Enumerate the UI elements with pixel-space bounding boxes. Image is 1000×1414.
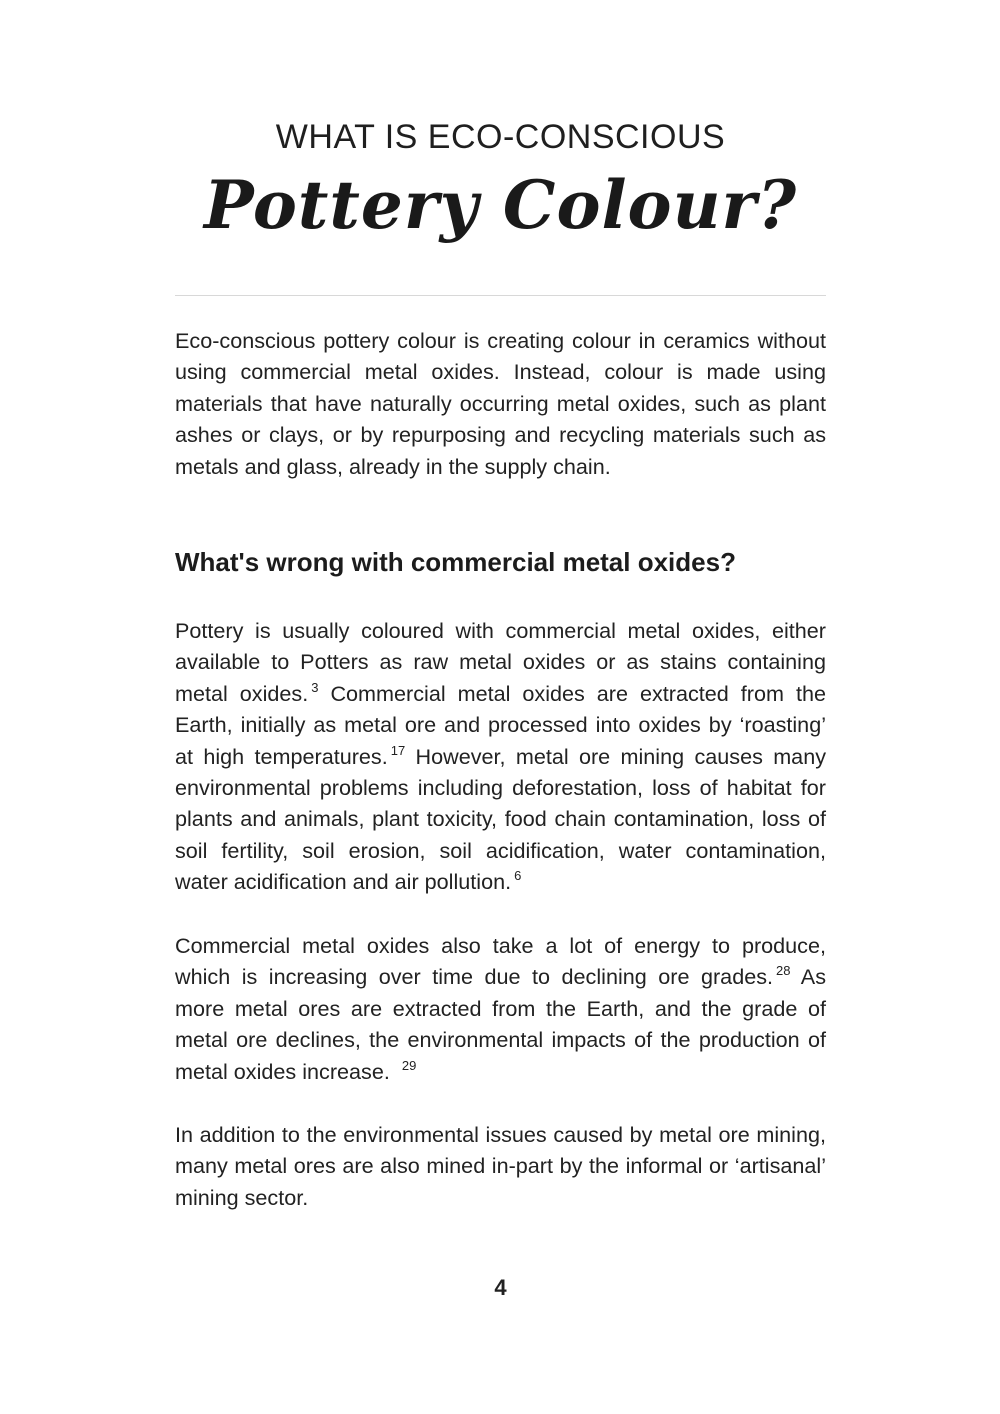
paragraph-text: However, metal ore mining causes many environmental problems including deforestation, loss of habitat for plants and animals, plant toxicity, food chain contamination, loss of soil fertility, soil erosion, soil acidification, water contamination, water acidification and air pollution. (175, 743, 826, 895)
body-paragraph-3: In addition to the environmental issues caused by metal ore mining, many metal ores are also mined in-part by the informal or ‘artisanal’ mining sector. (175, 1122, 826, 1210)
body-paragraph-2 (175, 930, 826, 1087)
page-title-script: Pottery Colour? (203, 166, 797, 244)
paragraph-text: As more metal ores are extracted from the Earth, and the grade of metal ore declines, the environmental impacts of the production of metal oxides increase. (175, 964, 826, 1084)
page-title: WHAT IS ECO-CONSCIOUS (275, 118, 726, 156)
title-divider (175, 295, 826, 296)
paragraph-text: Pottery is usually coloured with commercial metal oxides, either available to Potters as raw metal oxides or as stains containing metal oxides. (175, 618, 826, 706)
section-heading: What's wrong with commercial metal oxides? (175, 547, 736, 577)
page-number: 4 (494, 1275, 507, 1300)
footnote-reference: 29 (401, 1057, 417, 1073)
paragraph-text: Commercial metal oxides are extracted from the Earth, initially as metal ore and processed into oxides by ‘roasting’ at high temperatures. (175, 680, 826, 769)
footnote-reference: 17 (390, 742, 406, 758)
footnote-reference: 3 (311, 679, 319, 695)
body-paragraph-1 (175, 615, 826, 898)
footnote-reference: 28 (776, 963, 791, 979)
intro-paragraph: Eco-conscious pottery colour is creating colour in ceramics without using commercial metal oxides. Instead, colour is made using materials that have naturally occurring metal oxides, such as plant ashes or clays, or by repurposing and recycling materials such as metals and glass, already in the supply chain. (175, 328, 826, 479)
footnote-reference: 6 (514, 868, 522, 884)
paragraph-text: Commercial metal oxides also take a lot of energy to produce, which is increasing over time due to declining ore grades. (175, 933, 826, 990)
